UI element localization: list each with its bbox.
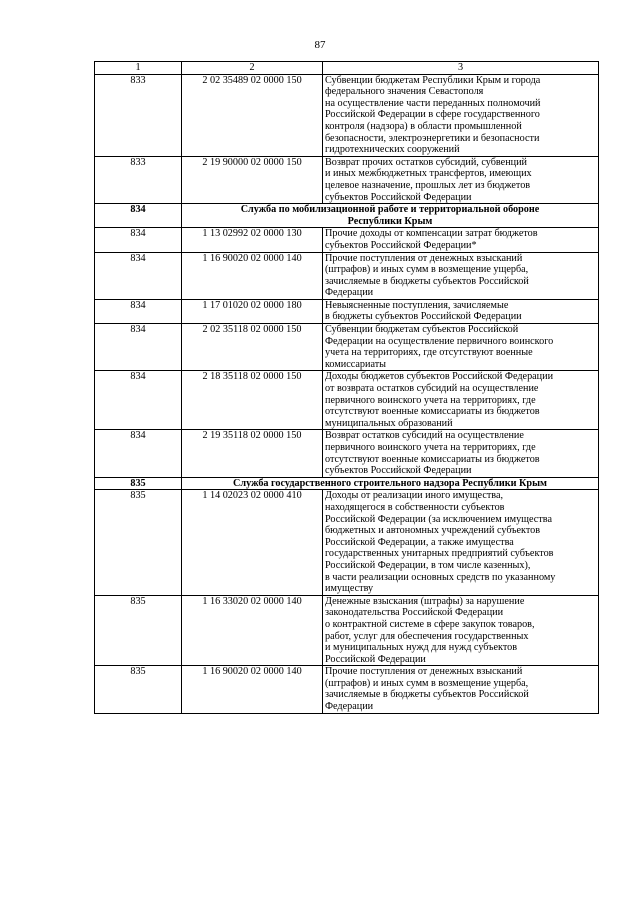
description-line: комиссариаты	[325, 358, 387, 370]
admin-code-cell: 833	[95, 74, 182, 156]
budget-code-cell: 1 17 01020 02 0000 180	[182, 299, 323, 323]
description-line: Российской Федерации (за исключением имущества	[325, 513, 552, 525]
description-line: Прочие поступления от денежных взысканий	[325, 666, 523, 678]
description-line: отсутствуют военные комиссариаты из бюджетов	[325, 453, 540, 465]
admin-code-cell: 835	[95, 477, 182, 490]
column-header-3: 3	[323, 62, 599, 75]
description-line: работ, услуг для обеспечения государственных	[325, 630, 529, 642]
description-cell	[323, 666, 599, 713]
description-line: о контрактной системе в сфере закупок товаров,	[325, 618, 535, 630]
budget-code-cell: 2 02 35489 02 0000 150	[182, 74, 323, 156]
description-line: целевое назначение, прошлых лет из бюджетов	[325, 179, 531, 191]
page-number: 87	[314, 39, 326, 51]
table-row	[95, 666, 599, 713]
description-line: безопасности, электроэнергетики и безопасности	[325, 132, 540, 144]
description-line: первичного воинского учета на территориях, где	[325, 394, 536, 406]
description-cell	[323, 156, 599, 203]
section-row	[95, 477, 599, 490]
description-line: Федерации	[325, 287, 374, 299]
description-line: Субвенции бюджетам Республики Крым и города	[325, 74, 541, 86]
description-line: в части реализации основных средств по указанному	[325, 571, 556, 583]
description-line: Российской Федерации, в том числе казенных),	[325, 559, 531, 571]
budget-code-cell: 1 16 33020 02 0000 140	[182, 595, 323, 666]
description-line: Доходы от реализации иного имущества,	[325, 490, 504, 502]
description-line: Федерации	[325, 701, 374, 713]
table-row	[95, 74, 599, 156]
description-line: субъектов Российской Федерации*	[325, 239, 477, 251]
column-header-2: 2	[182, 62, 323, 75]
table-row	[95, 490, 599, 595]
budget-code-cell: 1 16 90020 02 0000 140	[182, 666, 323, 713]
description-line: Российской Федерации, а также имущества	[325, 536, 514, 548]
description-line: Денежные взыскания (штрафы) за нарушение	[325, 595, 525, 607]
description-line: законодательства Российской Федерации	[325, 607, 504, 619]
description-line: Субвенции бюджетам субъектов Российской	[325, 324, 519, 336]
budget-code-cell: 2 02 35118 02 0000 150	[182, 324, 323, 371]
description-cell	[323, 595, 599, 666]
description-cell	[323, 228, 599, 252]
description-line: Федерации на осуществление первичного воинского	[325, 335, 554, 347]
description-line: субъектов Российской Федерации	[325, 465, 472, 477]
table-row	[95, 252, 599, 299]
description-line: в бюджеты субъектов Российской Федерации	[325, 311, 522, 323]
section-row	[95, 204, 599, 228]
admin-code-cell: 834	[95, 324, 182, 371]
description-cell	[323, 430, 599, 477]
description-line: зачисляемые в бюджеты субъектов Российской	[325, 689, 529, 701]
description-line: Российской Федерации	[325, 653, 426, 665]
budget-code-cell: 1 13 02992 02 0000 130	[182, 228, 323, 252]
section-title-cell	[182, 477, 599, 490]
table-row	[95, 371, 599, 430]
description-line: Невыясненные поступления, зачисляемые	[325, 299, 509, 311]
section-title-cell	[182, 204, 599, 228]
description-line: Российской Федерации в сфере государственного	[325, 109, 540, 121]
description-line: имуществу	[325, 583, 374, 595]
description-line: находящегося в собственности субъектов	[325, 501, 505, 513]
description-line: субъектов Российской Федерации	[325, 191, 472, 203]
description-line: муниципальных образований	[325, 417, 453, 429]
budget-code-cell: 2 19 90000 02 0000 150	[182, 156, 323, 203]
admin-code-cell: 834	[95, 252, 182, 299]
budget-code-cell: 1 16 90020 02 0000 140	[182, 252, 323, 299]
admin-code-cell: 834	[95, 430, 182, 477]
description-line: контроля (надзора) в области промышленной	[325, 120, 522, 132]
admin-code-cell: 834	[95, 228, 182, 252]
description-line: и муниципальных нужд для нужд субъектов	[325, 642, 518, 654]
description-line: Прочие поступления от денежных взысканий	[325, 252, 523, 264]
admin-code-cell: 834	[95, 299, 182, 323]
table-row	[95, 595, 599, 666]
admin-code-cell: 833	[95, 156, 182, 203]
budget-code-cell: 1 14 02023 02 0000 410	[182, 490, 323, 595]
section-title-line: Служба по мобилизационной работе и территориальной обороне	[240, 204, 540, 216]
description-line: федерального значения Севастополя	[325, 86, 484, 98]
column-header-1: 1	[95, 62, 182, 75]
description-line: Доходы бюджетов субъектов Российской Федерации	[325, 371, 554, 383]
budget-classification-table	[94, 61, 599, 714]
description-line: зачисляемые в бюджеты субъектов Российской	[325, 275, 529, 287]
description-line: Прочие доходы от компенсации затрат бюджетов	[325, 228, 538, 240]
admin-code-cell: 835	[95, 666, 182, 713]
description-cell	[323, 74, 599, 156]
table-row	[95, 430, 599, 477]
admin-code-cell: 834	[95, 204, 182, 228]
description-cell	[323, 324, 599, 371]
description-line: на осуществление части переданных полномочий	[325, 97, 541, 109]
table-row	[95, 299, 599, 323]
description-cell	[323, 371, 599, 430]
table-row	[95, 228, 599, 252]
description-line: Возврат остатков субсидий на осуществление	[325, 430, 524, 442]
table-row	[95, 324, 599, 371]
description-line: Возврат прочих остатков субсидий, субвенций	[325, 156, 527, 168]
description-line: отсутствуют военные комиссариаты из бюджетов	[325, 406, 540, 418]
description-line: и иных межбюджетных трансфертов, имеющих	[325, 168, 532, 180]
description-line: учета на территориях, где отсутствуют военные	[325, 347, 533, 359]
section-title-line: Республики Крым	[347, 215, 433, 227]
table-row	[95, 156, 599, 203]
admin-code-cell: 835	[95, 490, 182, 595]
description-line: от возврата остатков субсидий на осуществление	[325, 383, 539, 395]
table-body	[95, 62, 599, 714]
admin-code-cell: 835	[95, 595, 182, 666]
section-title-line: Служба государственного строительного надзора Республики Крым	[233, 477, 547, 489]
description-cell	[323, 299, 599, 323]
description-line: бюджетных и автономных учреждений субъектов	[325, 525, 541, 537]
description-line: государственных унитарных предприятий субъектов	[325, 548, 554, 560]
description-line: (штрафов) и иных сумм в возмещение ущерба,	[325, 677, 529, 689]
admin-code-cell: 834	[95, 371, 182, 430]
description-line: первичного воинского учета на территориях, где	[325, 442, 536, 453]
description-cell	[323, 490, 599, 595]
table-header-row	[95, 62, 599, 75]
description-line: (штрафов) и иных сумм в возмещение ущерба,	[325, 264, 529, 276]
description-line: гидротехнических сооружений	[325, 144, 460, 156]
description-cell	[323, 252, 599, 299]
budget-code-cell: 2 18 35118 02 0000 150	[182, 371, 323, 430]
budget-code-cell: 2 19 35118 02 0000 150	[182, 430, 323, 477]
